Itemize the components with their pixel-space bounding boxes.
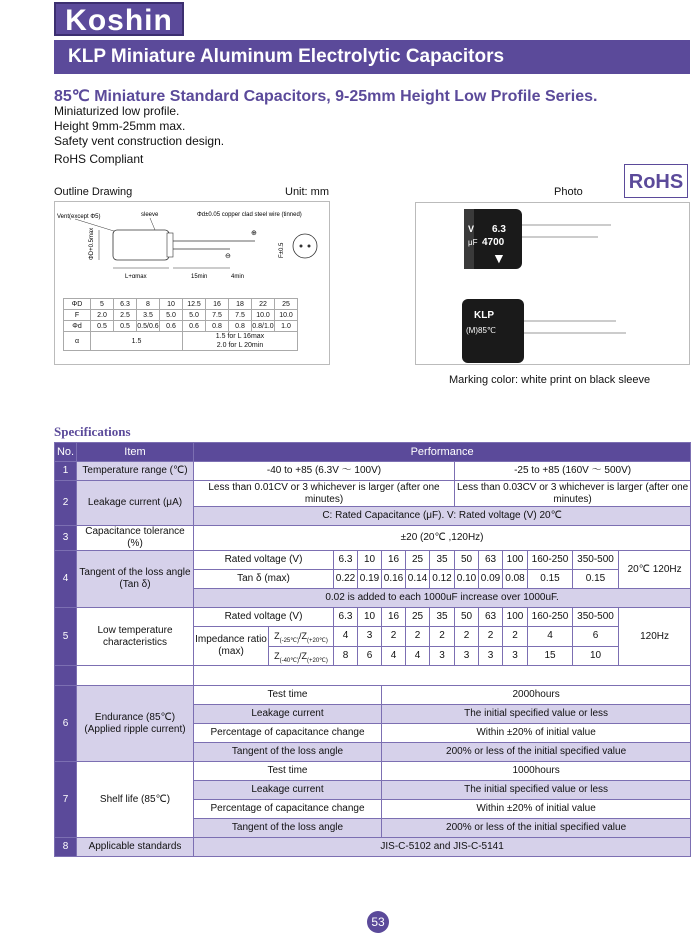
table-cell: 0.10	[455, 570, 479, 589]
table-cell: Within ±20% of initial value	[382, 800, 691, 819]
table-cell: 6	[358, 646, 382, 666]
table-cell: No.	[55, 443, 77, 462]
table-cell: Test time	[194, 762, 382, 781]
photo-caption: Marking color: white print on black sleeve	[449, 374, 651, 386]
spec-row-7a	[55, 762, 691, 781]
table-cell: 25	[406, 551, 430, 570]
table-cell: The initial specified value or less	[382, 705, 691, 724]
vent-label: Vent(except Φ5)	[57, 214, 101, 220]
svg-text:KLP: KLP	[474, 310, 494, 321]
table-cell: ΦD	[64, 299, 91, 310]
dim-row-alpha	[64, 332, 298, 351]
spec-row-8	[55, 838, 691, 857]
table-cell: 3	[479, 646, 503, 666]
table-cell: Performance	[194, 443, 691, 462]
table-cell: 25	[275, 299, 298, 310]
specifications-table	[54, 442, 691, 857]
table-cell: 2.0	[91, 310, 114, 321]
table-cell: 2	[479, 627, 503, 647]
table-cell: 12.5	[183, 299, 206, 310]
table-cell: Capacitance tolerance (%)	[77, 526, 194, 551]
table-cell: 0.22	[334, 570, 358, 589]
table-cell: 50	[455, 551, 479, 570]
spec-row-5a	[55, 608, 691, 627]
table-cell: 0.5	[91, 321, 114, 332]
table-cell	[55, 666, 77, 686]
table-cell: 200% or less of the initial specified value	[382, 819, 691, 838]
table-cell: 3	[430, 646, 455, 666]
table-cell: 3	[358, 627, 382, 647]
table-cell: Φd	[64, 321, 91, 332]
table-cell: Applicable standards	[77, 838, 194, 857]
table-cell: -25 to +85 (160V ～ 500V)	[455, 462, 691, 481]
table-cell: 0.02 is added to each 1000uF increase over 1000uF.	[194, 589, 691, 608]
table-cell: 0.8/1.0	[252, 322, 274, 330]
outline-label: Outline Drawing	[54, 186, 133, 198]
table-cell: Rated voltage (V)	[194, 551, 334, 570]
table-cell: 0.5/0.6	[137, 322, 159, 330]
table-cell: 2	[503, 627, 528, 647]
table-cell: 0.19	[358, 570, 382, 589]
table-cell: 35	[430, 551, 455, 570]
table-cell: 3	[455, 646, 479, 666]
table-cell: -40 to +85 (6.3V ～ 100V)	[194, 462, 455, 481]
table-cell: 0.15	[573, 570, 619, 589]
table-cell: Percentage of capacitance change	[194, 800, 382, 819]
table-cell: 20℃ 120Hz	[619, 551, 691, 589]
table-cell: 1	[55, 462, 77, 481]
table-cell: 100	[503, 608, 528, 627]
table-cell: Low temperature characteristics	[77, 608, 194, 666]
table-cell: Leakage current	[194, 705, 382, 724]
specifications-heading: Specifications	[54, 424, 131, 439]
table-cell: 15	[528, 646, 573, 666]
table-cell: 35	[430, 608, 455, 627]
table-cell: 8	[55, 838, 77, 857]
table-cell: ±20 (20℃ ,120Hz)	[194, 526, 691, 551]
spec-row-1	[55, 462, 691, 481]
table-cell: Impedance ratio (max) $Z_{(-25℃)}/Z_{(+20℃)}$ $Z_{(-40℃)}/Z_{(+20℃)}$	[194, 627, 334, 666]
capacitor-body-outline	[113, 230, 169, 260]
table-cell: Test time	[194, 686, 382, 705]
table-cell: 0.12	[430, 570, 455, 589]
dim-row-D	[64, 299, 298, 310]
table-cell: 16	[382, 608, 406, 627]
table-cell: Shelf life (85℃)	[77, 762, 194, 838]
table-cell: 10	[160, 299, 183, 310]
minus-sign: ⊖	[225, 253, 231, 260]
table-cell: 0.09	[479, 570, 503, 589]
table-cell: 2	[455, 627, 479, 647]
plus-sign: ⊕	[251, 230, 257, 237]
table-cell: 0.5	[114, 321, 137, 332]
photo-label: Photo	[554, 186, 583, 198]
table-cell: The initial specified value or less	[382, 781, 691, 800]
table-cell: 8	[334, 646, 358, 666]
table-cell: Leakage current	[194, 781, 382, 800]
table-cell	[194, 666, 691, 686]
table-cell: 1.5	[91, 332, 183, 351]
table-cell: Temperature range (℃)	[77, 462, 194, 481]
f-pitch-label: F±0.5	[279, 242, 285, 258]
unit-label: Unit: mm	[285, 186, 329, 198]
table-cell: 10.0	[275, 310, 298, 321]
table-cell: 16	[206, 299, 229, 310]
rohs-badge: RoHS	[624, 164, 688, 198]
table-cell: 200% or less of the initial specified value	[382, 743, 691, 762]
table-cell: 160-250	[528, 608, 573, 627]
table-cell: Percentage of capacitance change	[194, 724, 382, 743]
table-cell: 10.0	[252, 310, 275, 321]
table-cell: 4	[382, 646, 406, 666]
svg-text:6.3: 6.3	[492, 224, 506, 235]
feature-3: Safety vent construction design.	[54, 134, 225, 148]
series-subtitle: 85℃ Miniature Standard Capacitors, 9-25mm Height Low Profile Series.	[54, 88, 598, 105]
table-cell: 0.6	[183, 321, 206, 332]
table-cell: 25	[406, 608, 430, 627]
table-cell: 3.5	[137, 310, 160, 321]
table-cell: 10	[573, 646, 619, 666]
spec-row-3	[55, 526, 691, 551]
sleeve-label: sleeve	[141, 212, 159, 218]
table-cell: α	[64, 332, 91, 351]
table-cell: Endurance (85℃) (Applied ripple current)	[77, 686, 194, 762]
table-cell: 4	[334, 627, 358, 647]
table-cell: 6.3	[114, 299, 137, 310]
table-cell: 3	[55, 526, 77, 551]
feature-4: RoHS Compliant	[54, 152, 144, 166]
dimension-table	[63, 298, 298, 351]
table-cell: 0.14	[406, 570, 430, 589]
lead1-label: 15min	[191, 274, 208, 280]
product-photo	[415, 202, 690, 365]
table-cell: 1.5 for L 16max 2.0 for L 20min	[183, 332, 298, 351]
spec-row-2a	[55, 481, 691, 507]
table-cell: 350-500	[573, 551, 619, 570]
wire-label: Φd±0.05 copper clad steel wire (tinned)	[197, 212, 302, 218]
table-cell: 0.08	[503, 570, 528, 589]
table-cell: Tangent of the loss angle	[194, 819, 382, 838]
table-cell: JIS-C-5102 and JIS-C-5141	[194, 838, 691, 857]
table-cell: Less than 0.03CV or 3 whichever is larger (after one minutes)	[455, 481, 691, 507]
outline-drawing-svg	[55, 202, 329, 294]
table-cell: 120Hz	[619, 608, 691, 666]
table-cell: 7	[55, 762, 77, 838]
table-cell: 0.16	[382, 570, 406, 589]
table-cell: 160-250	[528, 551, 573, 570]
table-cell: Item	[77, 443, 194, 462]
table-cell: 6.3	[334, 608, 358, 627]
svg-text:μF: μF	[468, 238, 478, 247]
spec-row-4a	[55, 551, 691, 570]
svg-text:▼: ▼	[492, 250, 506, 266]
table-cell: 0.15	[528, 570, 573, 589]
brand-logo: Koshin	[54, 2, 184, 36]
table-cell: 0.8	[229, 321, 252, 332]
table-cell: 22	[252, 299, 275, 310]
table-cell: Within ±20% of initial value	[382, 724, 691, 743]
table-cell: C: Rated Capacitance (μF). V: Rated voltage (V) 20℃	[194, 507, 691, 526]
svg-text:(M)85℃: (M)85℃	[466, 326, 496, 335]
table-cell: 63	[479, 551, 503, 570]
length-label: L+αmax	[125, 274, 147, 280]
table-cell: 3	[503, 646, 528, 666]
svg-text:V: V	[468, 224, 475, 234]
feature-1: Miniaturized low profile.	[54, 104, 180, 118]
table-cell: 16	[382, 551, 406, 570]
table-cell: Tangent of the loss angle (Tan δ)	[77, 551, 194, 608]
table-cell: 5.0	[160, 310, 183, 321]
table-cell: 2.5	[114, 310, 137, 321]
table-cell: Tangent of the loss angle	[194, 743, 382, 762]
table-cell: F	[64, 310, 91, 321]
table-cell: Rated voltage (V)	[194, 608, 334, 627]
table-cell: 50	[455, 608, 479, 627]
table-cell: 6	[55, 686, 77, 762]
photo-svg	[416, 203, 689, 364]
table-cell: 5.0	[183, 310, 206, 321]
spec-row-6a	[55, 686, 691, 705]
table-cell: Tan δ (max)	[194, 570, 334, 589]
spec-spacer-5	[55, 666, 691, 686]
table-cell: 2000hours	[382, 686, 691, 705]
table-cell: 1000hours	[382, 762, 691, 781]
table-cell: 6	[573, 627, 619, 647]
table-cell: 18	[229, 299, 252, 310]
dia-label: ΦD+0.5max	[89, 227, 95, 260]
table-cell: 4	[55, 551, 77, 608]
table-cell: 63	[479, 608, 503, 627]
table-cell: 7.5	[206, 310, 229, 321]
svg-text:4700: 4700	[482, 237, 505, 248]
table-cell: 4	[528, 627, 573, 647]
table-cell: 350-500	[573, 608, 619, 627]
dim-row-d	[64, 321, 298, 332]
table-cell: 5	[91, 299, 114, 310]
table-cell: 2	[382, 627, 406, 647]
table-cell: Less than 0.01CV or 3 whichever is larger (after one minutes)	[194, 481, 455, 507]
spec-header-row	[55, 443, 691, 462]
table-cell: 7.5	[229, 310, 252, 321]
table-cell: 100	[503, 551, 528, 570]
table-cell: 1.0	[275, 321, 298, 332]
table-cell: 2	[430, 627, 455, 647]
page-number: 53	[367, 911, 389, 933]
table-cell: 8	[137, 299, 160, 310]
page-title: KLP Miniature Aluminum Electrolytic Capacitors	[54, 40, 690, 74]
table-cell	[77, 666, 194, 686]
table-cell: 4	[406, 646, 430, 666]
outline-drawing	[54, 201, 330, 365]
table-cell: 2	[55, 481, 77, 526]
dim-row-F	[64, 310, 298, 321]
end-view-circle	[293, 234, 317, 258]
table-cell: 2	[406, 627, 430, 647]
feature-2: Height 9mm-25mm max.	[54, 119, 186, 133]
table-cell: 0.6	[160, 321, 183, 332]
table-cell: 0.8	[206, 321, 229, 332]
table-cell: 10	[358, 608, 382, 627]
table-cell: Leakage current (μA)	[77, 481, 194, 526]
lead2-label: 4min	[231, 274, 245, 280]
table-cell: 5	[55, 608, 77, 666]
table-cell: 6.3	[334, 551, 358, 570]
table-cell: 10	[358, 551, 382, 570]
